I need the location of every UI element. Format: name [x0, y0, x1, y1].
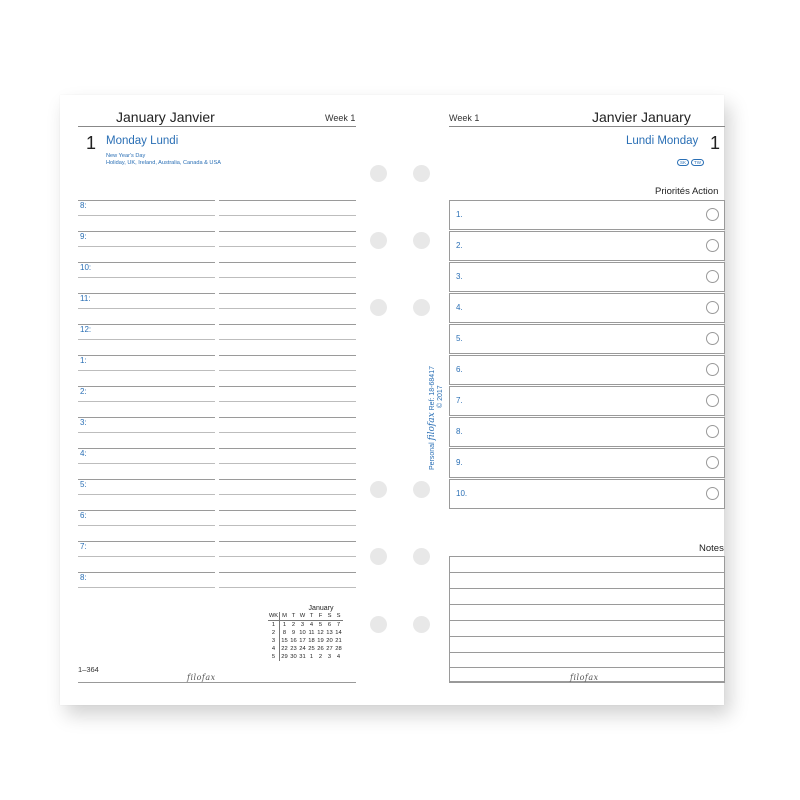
- mc-day: 23: [290, 646, 297, 652]
- mc-day: 1: [282, 622, 287, 628]
- priority-number: 8.: [456, 427, 463, 436]
- hour-line[interactable]: [78, 463, 215, 464]
- right-header-rule: [449, 126, 725, 127]
- hour-line[interactable]: [78, 262, 215, 263]
- left-week-label: Week 1: [325, 113, 356, 123]
- hour-line[interactable]: [219, 463, 356, 464]
- priority-checkbox-icon[interactable]: [706, 425, 719, 438]
- priority-row[interactable]: [449, 448, 725, 478]
- hour-line[interactable]: [219, 587, 356, 588]
- ring-hole: [370, 481, 387, 498]
- mc-header: T: [289, 612, 298, 621]
- hour-line[interactable]: [219, 231, 356, 232]
- mc-day: 16: [290, 638, 297, 644]
- right-week-label: Week 1: [449, 113, 480, 123]
- hour-line[interactable]: [78, 510, 215, 511]
- hour-line[interactable]: [78, 401, 215, 402]
- note-line: [450, 636, 724, 637]
- priority-checkbox-icon[interactable]: [706, 363, 719, 376]
- hour-label: 8:: [80, 201, 87, 210]
- priority-checkbox-icon[interactable]: [706, 301, 719, 314]
- hour-label: 10:: [80, 263, 92, 272]
- right-header-title: Janvier January: [592, 109, 691, 125]
- priority-checkbox-icon[interactable]: [706, 239, 719, 252]
- ring-hole: [370, 165, 387, 182]
- priority-checkbox-icon[interactable]: [706, 487, 719, 500]
- left-day-name: Monday Lundi: [106, 135, 179, 147]
- priority-checkbox-icon[interactable]: [706, 456, 719, 469]
- priority-checkbox-icon[interactable]: [706, 208, 719, 221]
- mc-day: 10: [299, 630, 306, 636]
- ring-hole: [413, 165, 430, 182]
- priority-checkbox-icon[interactable]: [706, 394, 719, 407]
- mc-header: T: [307, 612, 316, 621]
- mc-day: 27: [326, 646, 333, 652]
- hour-line[interactable]: [219, 293, 356, 294]
- priority-checkbox-icon[interactable]: [706, 332, 719, 345]
- hour-line[interactable]: [78, 572, 215, 573]
- holiday-name: New Year's Day: [106, 153, 146, 159]
- mc-day: 3: [327, 654, 332, 660]
- ring-hole: [413, 616, 430, 633]
- hour-label: 3:: [80, 418, 87, 427]
- priority-number: 6.: [456, 365, 463, 374]
- hour-line[interactable]: [78, 293, 215, 294]
- left-footer-rule: [78, 682, 356, 683]
- notes-area[interactable]: [449, 556, 725, 682]
- hour-line[interactable]: [219, 448, 356, 449]
- badge: SK: [677, 159, 689, 166]
- priority-number: 4.: [456, 303, 463, 312]
- ring-hole: [370, 232, 387, 249]
- ring-hole: [370, 299, 387, 316]
- priority-number: 5.: [456, 334, 463, 343]
- ring-hole: [370, 616, 387, 633]
- mc-day: 20: [326, 638, 333, 644]
- hour-line[interactable]: [219, 200, 356, 201]
- hour-line[interactable]: [78, 432, 215, 433]
- mc-day: 11: [308, 630, 315, 636]
- mc-day: 24: [299, 646, 306, 652]
- priority-row[interactable]: [449, 293, 725, 323]
- hour-line[interactable]: [78, 386, 215, 387]
- spine-copyright: © 2017: [437, 385, 444, 408]
- mc-week: 5: [268, 653, 280, 661]
- spine-prefix: Personal: [429, 442, 436, 470]
- priority-number: 7.: [456, 396, 463, 405]
- priority-checkbox-icon[interactable]: [706, 270, 719, 283]
- mc-day: 9: [291, 630, 296, 636]
- priority-row[interactable]: [449, 355, 725, 385]
- mc-day: 4: [336, 654, 341, 660]
- hour-line[interactable]: [219, 479, 356, 480]
- note-line: [450, 620, 724, 621]
- mc-week: 4: [268, 645, 280, 653]
- badge: TW: [691, 159, 704, 166]
- mini-calendar-grid: [268, 612, 343, 661]
- hour-label: 4:: [80, 449, 87, 458]
- hour-label: 6:: [80, 511, 87, 520]
- hour-line[interactable]: [78, 479, 215, 480]
- mc-day: 5: [318, 622, 323, 628]
- hour-line[interactable]: [78, 494, 215, 495]
- mc-day: 12: [317, 630, 324, 636]
- priority-number: 2.: [456, 241, 463, 250]
- hour-line[interactable]: [78, 308, 215, 309]
- mc-week: 3: [268, 637, 280, 645]
- ring-hole: [413, 299, 430, 316]
- hour-line[interactable]: [78, 541, 215, 542]
- note-line: [450, 572, 724, 573]
- hour-line[interactable]: [219, 432, 356, 433]
- hour-label: 11:: [80, 294, 91, 303]
- ring-hole: [370, 548, 387, 565]
- mc-header: S: [334, 612, 343, 621]
- hour-line[interactable]: [219, 324, 356, 325]
- mc-day: 14: [335, 630, 342, 636]
- hour-label: 2:: [80, 387, 87, 396]
- hour-label: 12:: [80, 325, 92, 334]
- mc-day: 3: [300, 622, 305, 628]
- right-day-name: Lundi Monday: [626, 135, 699, 147]
- hour-line[interactable]: [78, 324, 215, 325]
- hour-line[interactable]: [78, 448, 215, 449]
- left-header-title: January Janvier: [116, 109, 215, 125]
- priority-number: 10.: [456, 489, 468, 498]
- mini-calendar: [268, 605, 364, 661]
- hour-line[interactable]: [219, 277, 356, 278]
- priority-row[interactable]: [449, 417, 725, 447]
- mc-header: W: [299, 613, 306, 619]
- hour-line[interactable]: [219, 494, 356, 495]
- mc-day: 4: [309, 622, 314, 628]
- hour-line[interactable]: [78, 556, 215, 557]
- hour-label: 1:: [80, 356, 87, 365]
- notes-title: Notes: [699, 543, 724, 554]
- hour-line[interactable]: [78, 355, 215, 356]
- hour-line[interactable]: [78, 215, 215, 216]
- mc-day: 7: [336, 622, 341, 628]
- hour-line[interactable]: [219, 417, 356, 418]
- mc-day: 30: [290, 654, 297, 660]
- hour-line[interactable]: [219, 246, 356, 247]
- mc-week: 1: [268, 621, 280, 630]
- hour-line[interactable]: [219, 401, 356, 402]
- page-code: 1–364: [78, 665, 99, 674]
- diary-insert-sheet: [60, 95, 724, 705]
- mc-day: 2: [318, 654, 323, 660]
- mc-day: 28: [335, 646, 342, 652]
- right-footer-logo: filofax: [570, 673, 599, 682]
- mc-header: F: [316, 612, 325, 621]
- ring-hole: [413, 481, 430, 498]
- hour-line[interactable]: [78, 277, 215, 278]
- note-line: [450, 667, 724, 668]
- mc-day: 31: [299, 654, 306, 660]
- right-footer-rule: [449, 682, 725, 683]
- hour-line[interactable]: [219, 572, 356, 573]
- mc-day: 2: [291, 622, 296, 628]
- hour-line[interactable]: [78, 370, 215, 371]
- hour-line[interactable]: [78, 246, 215, 247]
- mc-week: 2: [268, 629, 280, 637]
- left-footer-logo: filofax: [187, 673, 216, 682]
- holiday-regions: Holiday, UK, Ireland, Australia, Canada & USA: [106, 160, 221, 166]
- hour-line[interactable]: [219, 262, 356, 263]
- mc-day: 21: [335, 638, 342, 644]
- mc-day: 18: [308, 638, 315, 644]
- mc-day: 22: [281, 646, 288, 652]
- mc-day: 6: [327, 622, 332, 628]
- mini-calendar-title: January: [308, 605, 334, 612]
- right-day-number: 1: [710, 133, 721, 153]
- hour-line[interactable]: [78, 200, 215, 201]
- hour-line[interactable]: [219, 370, 356, 371]
- mc-day: 13: [326, 630, 333, 636]
- priority-row[interactable]: [449, 262, 725, 292]
- priority-number: 9.: [456, 458, 463, 467]
- hour-line[interactable]: [78, 339, 215, 340]
- day-badges: [675, 151, 704, 169]
- mc-day: 26: [317, 646, 324, 652]
- priorities-title: Priorités Action: [655, 186, 719, 197]
- mc-header: M: [280, 612, 290, 621]
- priority-row[interactable]: [449, 386, 725, 416]
- hour-label: 9:: [80, 232, 87, 241]
- priority-row[interactable]: [449, 231, 725, 261]
- ring-hole: [413, 548, 430, 565]
- hour-line[interactable]: [219, 510, 356, 511]
- priority-number: 3.: [456, 272, 463, 281]
- hour-line[interactable]: [219, 386, 356, 387]
- mc-day: 25: [308, 646, 315, 652]
- hour-label: 8:: [80, 573, 87, 582]
- note-line: [450, 588, 724, 589]
- mc-day: 29: [281, 654, 288, 660]
- spine-brand: filofax: [427, 412, 437, 441]
- hour-line[interactable]: [219, 525, 356, 526]
- mc-day: 8: [282, 630, 287, 636]
- hour-line[interactable]: [78, 231, 215, 232]
- ring-hole: [413, 232, 430, 249]
- left-day-number: 1: [86, 133, 97, 153]
- mc-day: 1: [309, 654, 314, 660]
- spine-ref: Ref: 18-68417: [429, 366, 436, 411]
- priority-number: 1.: [456, 210, 463, 219]
- left-header-rule: [78, 126, 356, 127]
- mc-day: 15: [281, 638, 288, 644]
- mc-header: WK: [268, 613, 279, 619]
- priority-row[interactable]: [449, 324, 725, 354]
- hour-label: 7:: [80, 542, 87, 551]
- hour-line[interactable]: [219, 339, 356, 340]
- hour-line[interactable]: [219, 556, 356, 557]
- priority-row[interactable]: [449, 479, 725, 509]
- note-line: [450, 604, 724, 605]
- hour-line[interactable]: [219, 215, 356, 216]
- hour-line[interactable]: [78, 417, 215, 418]
- hour-line[interactable]: [219, 355, 356, 356]
- hour-line[interactable]: [219, 308, 356, 309]
- hour-label: 5:: [80, 480, 87, 489]
- hour-line[interactable]: [78, 525, 215, 526]
- mc-header: S: [325, 612, 334, 621]
- priority-row[interactable]: [449, 200, 725, 230]
- hour-line[interactable]: [219, 541, 356, 542]
- note-line: [450, 652, 724, 653]
- mc-day: 17: [299, 638, 306, 644]
- hour-line[interactable]: [78, 587, 215, 588]
- mc-day: 19: [317, 638, 324, 644]
